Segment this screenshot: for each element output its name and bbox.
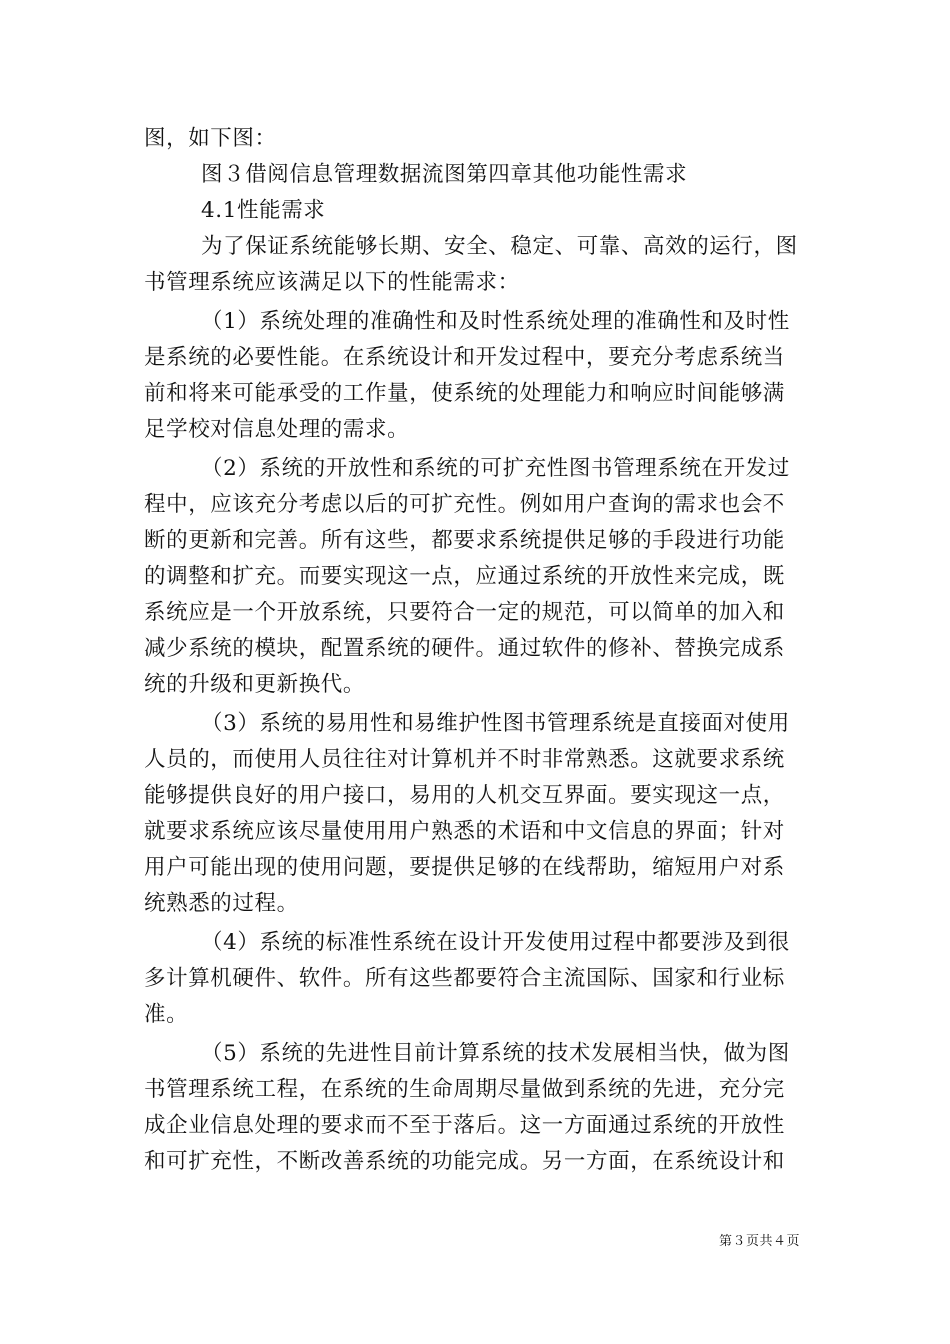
text-line: 是系统的必要性能。在系统设计和开发过程中，要充分考虑系统当: [144, 345, 785, 370]
text-line: （5）系统的先进性目前计算系统的技术发展相当快，做为图: [201, 1041, 790, 1066]
page-number: 第３页共４页: [719, 1234, 801, 1249]
text-line: （1）系统处理的准确性和及时性系统处理的准确性和及时性: [201, 309, 790, 334]
text-line: 和可扩充性，不断改善系统的功能完成。另一方面，在系统设计和: [144, 1149, 785, 1174]
text-line: 减少系统的模块，配置系统的硬件。通过软件的修补、替换完成系: [144, 636, 785, 661]
section-heading: 4.1性能需求: [201, 198, 326, 223]
text-line: 多计算机硬件、软件。所有这些都要符合主流国际、国家和行业标: [144, 966, 785, 991]
text-line: 前和将来可能承受的工作量，使系统的处理能力和响应时间能够满: [144, 381, 785, 406]
text-line: 能够提供良好的用户接口，易用的人机交互界面。要实现这一点，: [144, 783, 785, 808]
text-line: 书管理系统工程，在系统的生命周期尽量做到系统的先进，充分完: [144, 1077, 785, 1102]
figure-caption: 图３借阅信息管理数据流图第四章其他功能性需求: [201, 162, 688, 187]
text-line: 准。: [144, 1002, 189, 1027]
text-line: 统的升级和更新换代。: [144, 672, 366, 697]
text-line: 系统应是一个开放系统，只要符合一定的规范，可以简单的加入和: [144, 600, 785, 625]
text-line: 的调整和扩充。而要实现这一点，应通过系统的开放性来完成，既: [144, 564, 785, 589]
text-line: 图，如下图：: [144, 126, 277, 151]
text-line: 书管理系统应该满足以下的性能需求：: [144, 270, 520, 295]
text-line: 成企业信息处理的要求而不至于落后。这一方面通过系统的开放性: [144, 1113, 785, 1138]
text-line: 足学校对信息处理的需求。: [144, 417, 410, 442]
text-line: （2）系统的开放性和系统的可扩充性图书管理系统在开发过: [201, 456, 790, 481]
text-line: 为了保证系统能够长期、安全、稳定、可靠、高效的运行，图: [201, 234, 798, 259]
text-line: （4）系统的标准性系统在设计开发使用过程中都要涉及到很: [201, 930, 790, 955]
text-line: 就要求系统应该尽量使用用户熟悉的术语和中文信息的界面；针对: [144, 819, 785, 844]
text-line: （3）系统的易用性和易维护性图书管理系统是直接面对使用: [201, 711, 790, 736]
text-line: 人员的，而使用人员往往对计算机并不时非常熟悉。这就要求系统: [144, 747, 785, 772]
text-line: 统熟悉的过程。: [144, 891, 299, 916]
text-line: 程中，应该充分考虑以后的可扩充性。例如用户查询的需求也会不: [144, 492, 785, 517]
text-line: 用户可能出现的使用问题，要提供足够的在线帮助，缩短用户对系: [144, 855, 785, 880]
text-line: 断的更新和完善。所有这些，都要求系统提供足够的手段进行功能: [144, 528, 785, 553]
